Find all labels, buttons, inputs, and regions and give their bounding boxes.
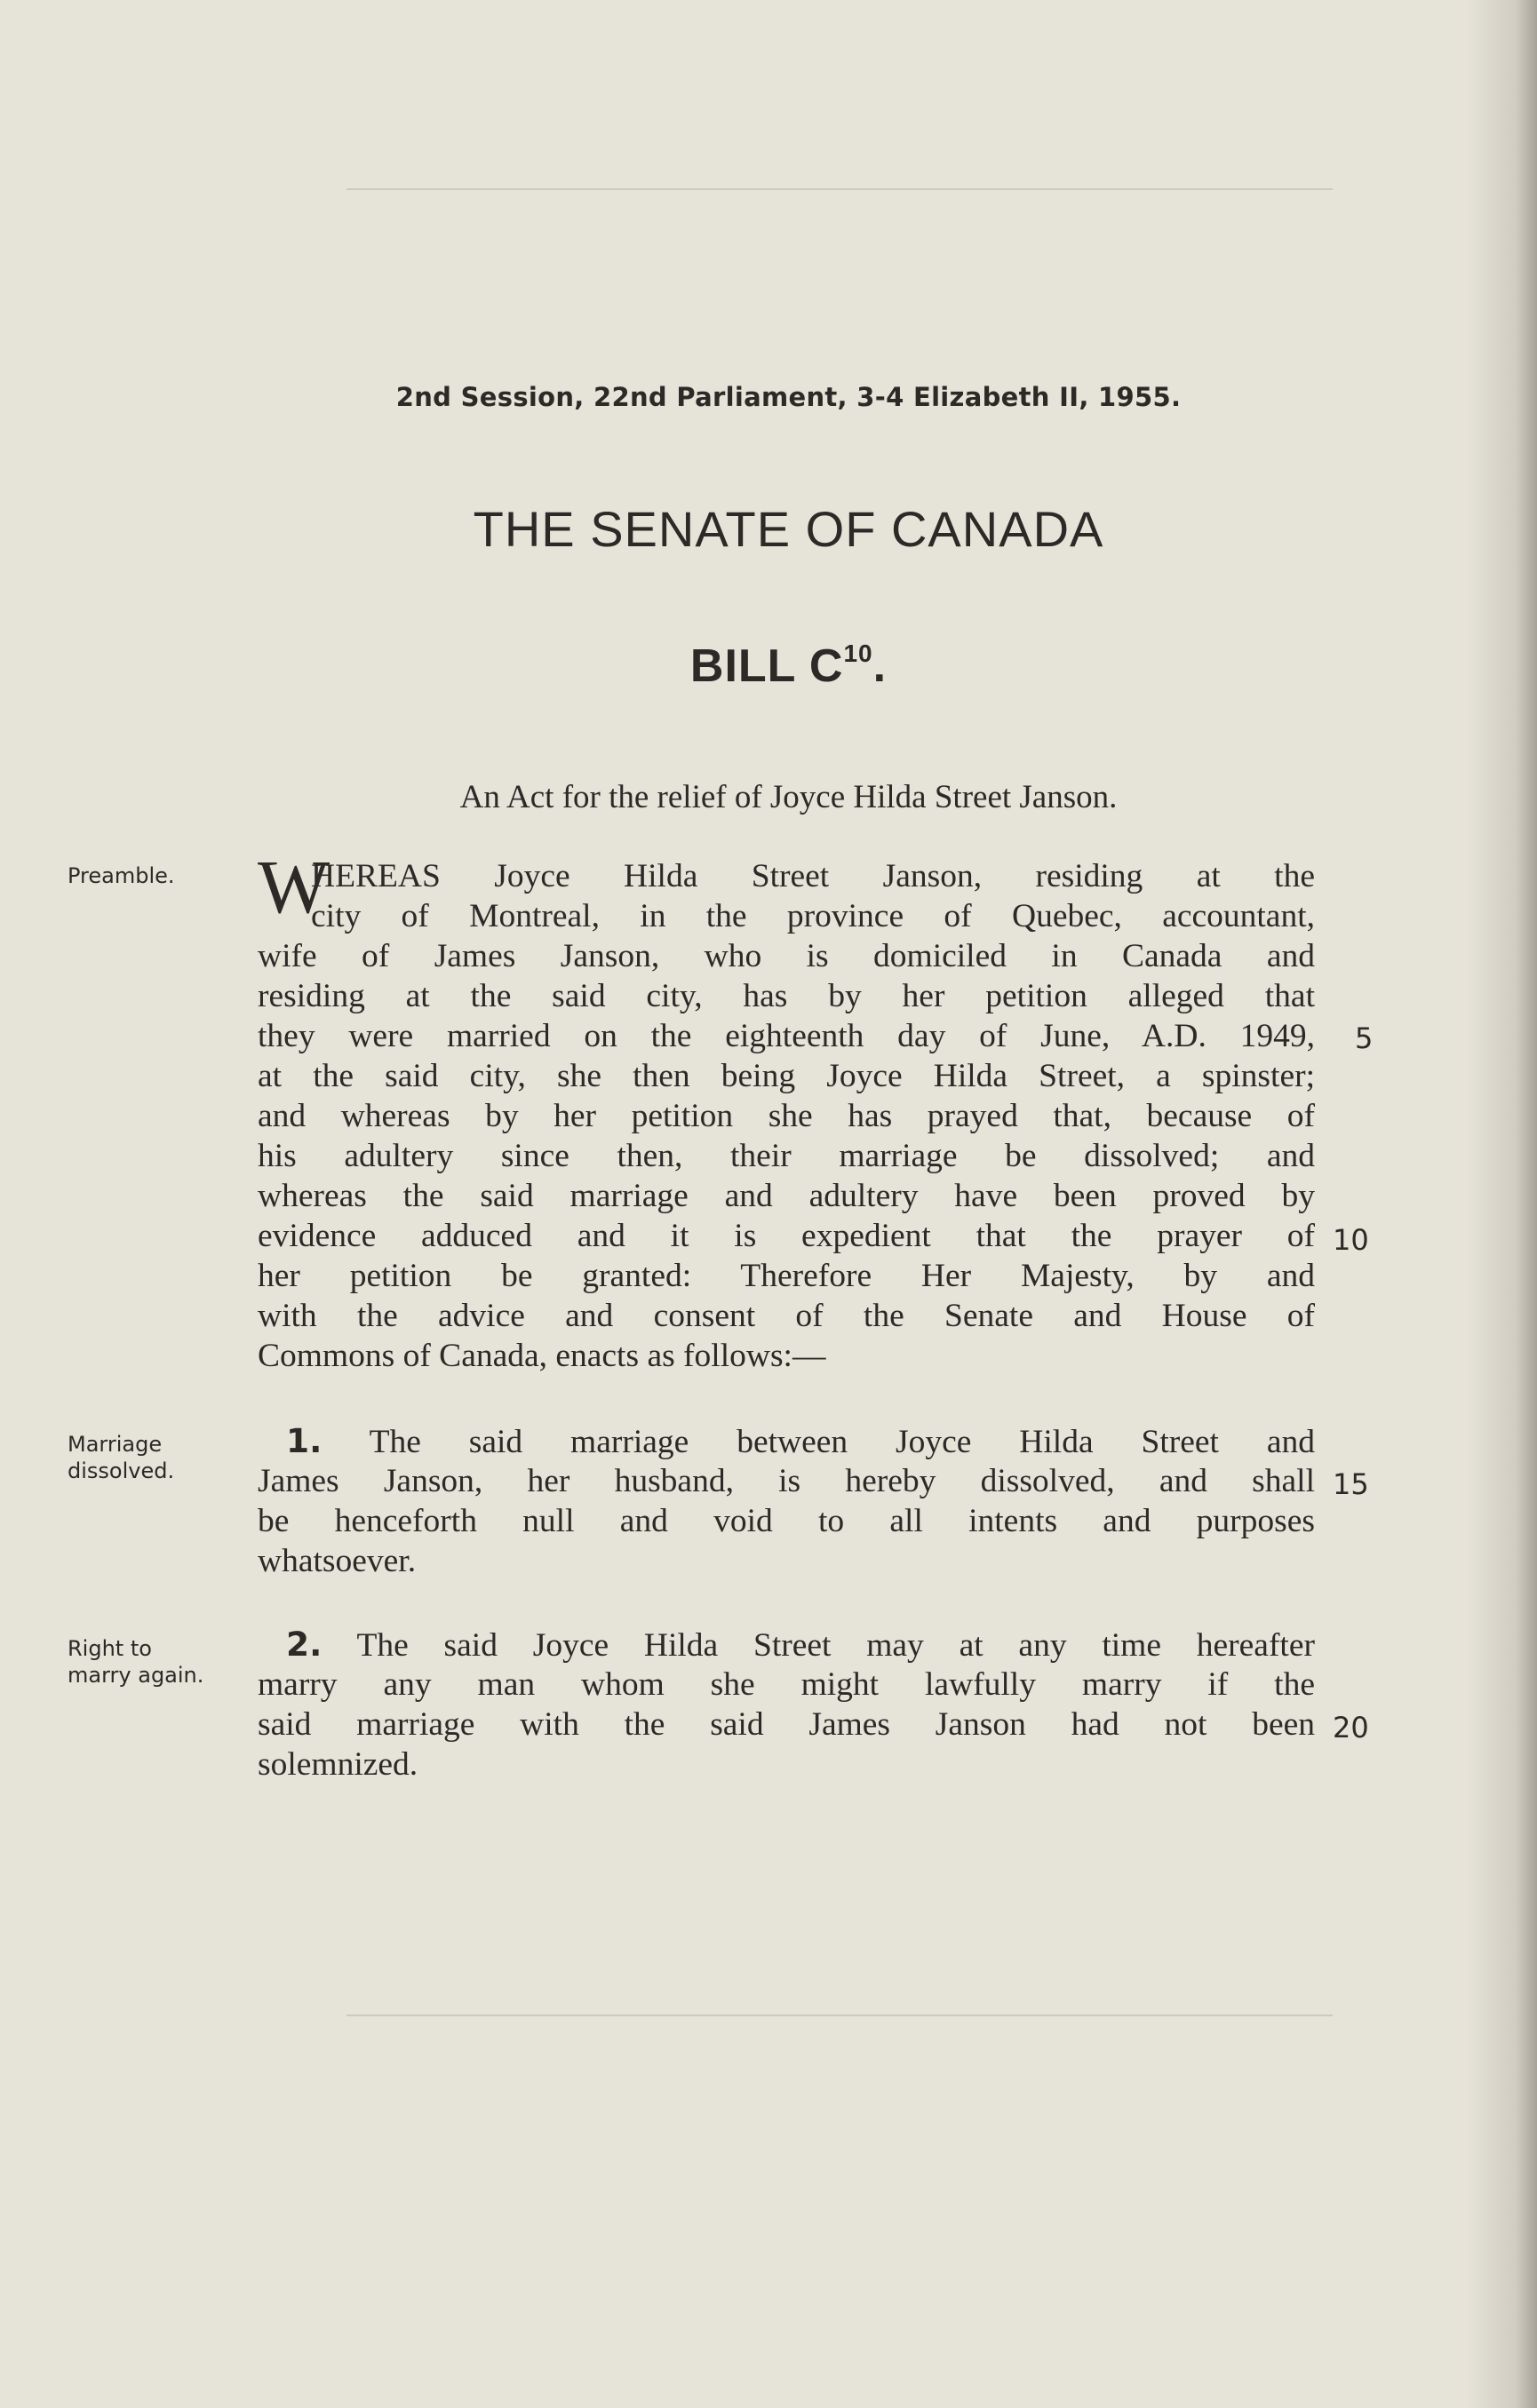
section-1-line: James Janson, her husband, is hereby dissolved, and shall (258, 1463, 1315, 1499)
section-2-line: marry any man whom she might lawfully marry if the (258, 1666, 1315, 1703)
bill-suffix: . (872, 640, 888, 692)
preamble-line: wife of James Janson, who is domiciled in Canada and (258, 938, 1315, 974)
margin-note-marriage-line-2: dissolved. (68, 1458, 175, 1483)
page-edge-shadow (1466, 0, 1537, 2408)
line-number-5: 5 (1355, 1021, 1374, 1055)
chamber-heading: THE SENATE OF CANADA (473, 501, 1104, 557)
preamble-line: Commons of Canada, enacts as follows:— (258, 1338, 826, 1374)
section-1-line-text: The said marriage between Joyce Hilda Street and (369, 1424, 1315, 1460)
bleed-through-rule-bottom (346, 2015, 1333, 2016)
preamble-line: residing at the said city, has by her petition alleged that (258, 978, 1315, 1014)
section-2-line: said marriage with the said James Janson had not been (258, 1706, 1315, 1743)
bill-prefix: BILL C (689, 640, 844, 692)
section-2-number: 2. (286, 1625, 323, 1664)
section-1-line: whatsoever. (258, 1543, 417, 1579)
preamble-line: HEREAS Joyce Hilda Street Janson, residing at the (311, 858, 1315, 894)
bleed-through-rule-top (346, 188, 1333, 190)
preamble-line: city of Montreal, in the province of Quebec, accountant, (311, 898, 1315, 934)
margin-note-preamble: Preamble. (68, 863, 175, 888)
bill-superscript: 10 (843, 640, 873, 667)
preamble-line: they were married on the eighteenth day of June, A.D. 1949, (258, 1018, 1315, 1054)
bill-number (0, 640, 1537, 693)
preamble-line: evidence adduced and it is expedient that the prayer of (258, 1218, 1315, 1254)
section-2-line-text: The said Joyce Hilda Street may at any time hereafter (356, 1627, 1315, 1664)
section-2-line: solemnized. (258, 1746, 418, 1783)
preamble-line: whereas the said marriage and adultery have been proved by (258, 1178, 1315, 1214)
preamble-line: at the said city, she then being Joyce Hilda Street, a spinster; (258, 1058, 1315, 1094)
margin-note-marriage-line-1: Marriage (68, 1432, 163, 1457)
preamble-line: his adultery since then, their marriage be dissolved; and (258, 1138, 1315, 1174)
line-number-15: 15 (1333, 1467, 1369, 1501)
section-1-number: 1. (286, 1421, 323, 1460)
session-heading: 2nd Session, 22nd Parliament, 3-4 Elizabeth II, 1955. (395, 382, 1182, 412)
section-1-line: be henceforth null and void to all intents and purposes (258, 1503, 1315, 1539)
act-title: An Act for the relief of Joyce Hilda Street Janson. (459, 779, 1118, 815)
section-1-line (286, 1421, 1315, 1462)
preamble-line: and whereas by her petition she has prayed that, because of (258, 1098, 1315, 1134)
line-number-10: 10 (1333, 1223, 1369, 1257)
margin-note-right-line-1: Right to (68, 1636, 152, 1661)
preamble-line: her petition be granted: Therefore Her Majesty, by and (258, 1258, 1315, 1294)
preamble-dropcap: W (258, 844, 330, 929)
line-number-20: 20 (1333, 1711, 1369, 1744)
section-2-line (286, 1625, 1315, 1665)
margin-note-right-line-2: marry again. (68, 1663, 204, 1688)
preamble-line: with the advice and consent of the Senate and House of (258, 1298, 1315, 1334)
